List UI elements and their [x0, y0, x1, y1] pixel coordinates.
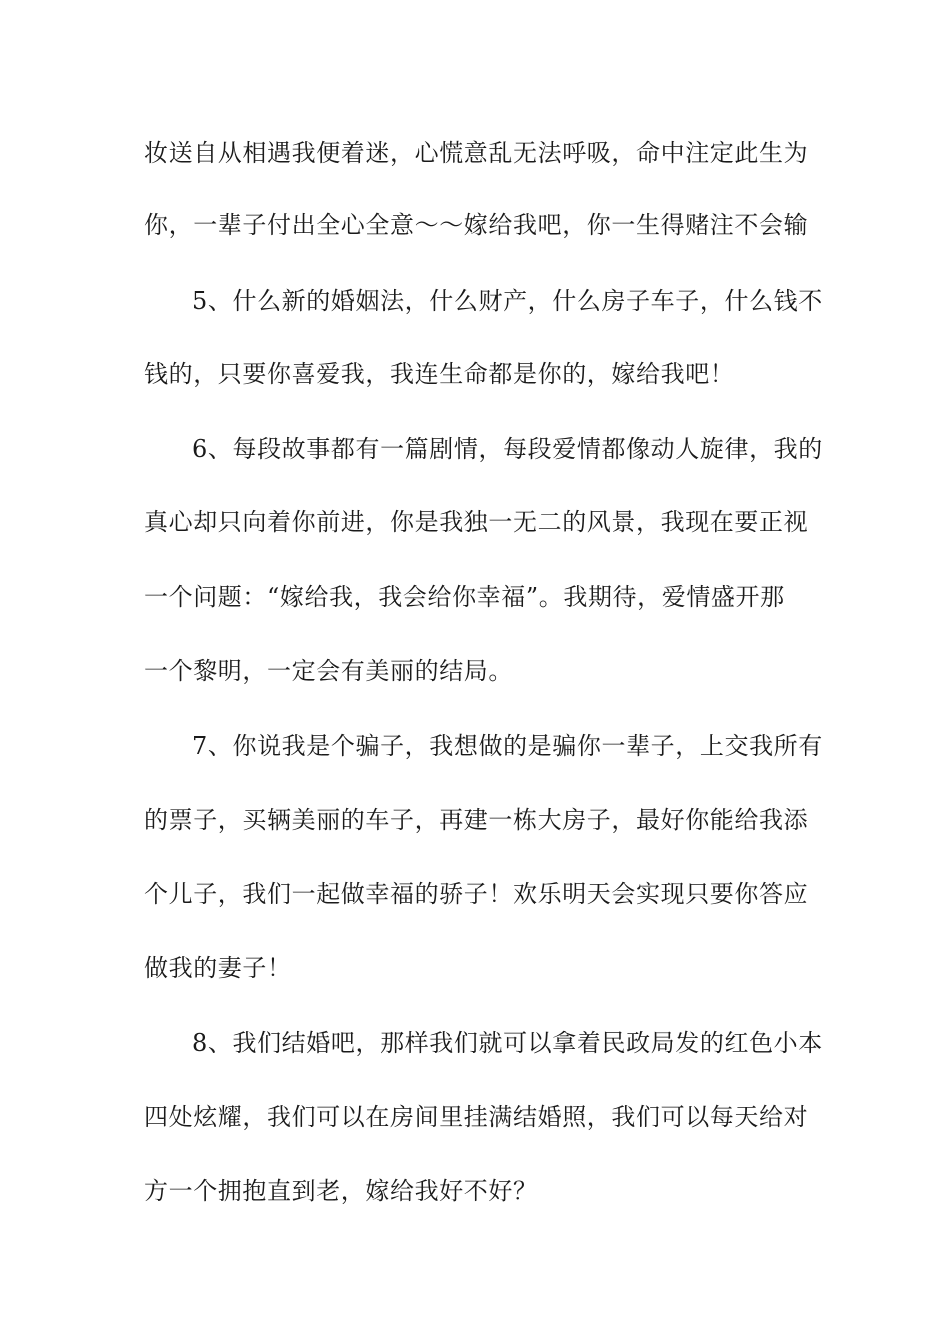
paragraph-6-start: 6、每段故事都有一篇剧情，每段爱情都像动人旋律，我的 — [192, 435, 823, 463]
text-line: 真心却只向着你前进，你是我独一无二的风景，我现在要正视 — [144, 508, 809, 536]
text-line: 做我的妻子！ — [144, 954, 292, 982]
text-line: 一个黎明，一定会有美丽的结局。 — [144, 657, 513, 685]
paragraph-8-start: 8、我们结婚吧，那样我们就可以拿着民政局发的红色小本 — [192, 1029, 823, 1057]
paragraph-7-start: 7、你说我是个骗子，我想做的是骗你一辈子，上交我所有 — [192, 732, 823, 760]
paragraph-5-start: 5、什么新的婚姻法，什么财产，什么房子车子，什么钱不 — [192, 287, 823, 315]
text-line: 的票子，买辆美丽的车子，再建一栋大房子，最好你能给我添 — [144, 806, 809, 834]
text-line: 妆送自从相遇我便着迷，心慌意乱无法呼吸，命中注定此生为 — [144, 139, 809, 167]
text-line: 方一个拥抱直到老，嫁给我好不好？ — [144, 1177, 538, 1205]
text-line: 一个问题：“嫁给我，我会给你幸福”。我期待，爱情盛开那 — [144, 583, 785, 611]
text-line: 个儿子，我们一起做幸福的骄子！欢乐明天会实现只要你答应 — [144, 880, 809, 908]
text-line: 四处炫耀，我们可以在房间里挂满结婚照，我们可以每天给对 — [144, 1103, 809, 1131]
text-line: 钱的，只要你喜爱我，我连生命都是你的，嫁给我吧！ — [144, 360, 735, 388]
text-line: 你，一辈子付出全心全意～～嫁给我吧，你一生得赌注不会输 — [144, 211, 809, 239]
